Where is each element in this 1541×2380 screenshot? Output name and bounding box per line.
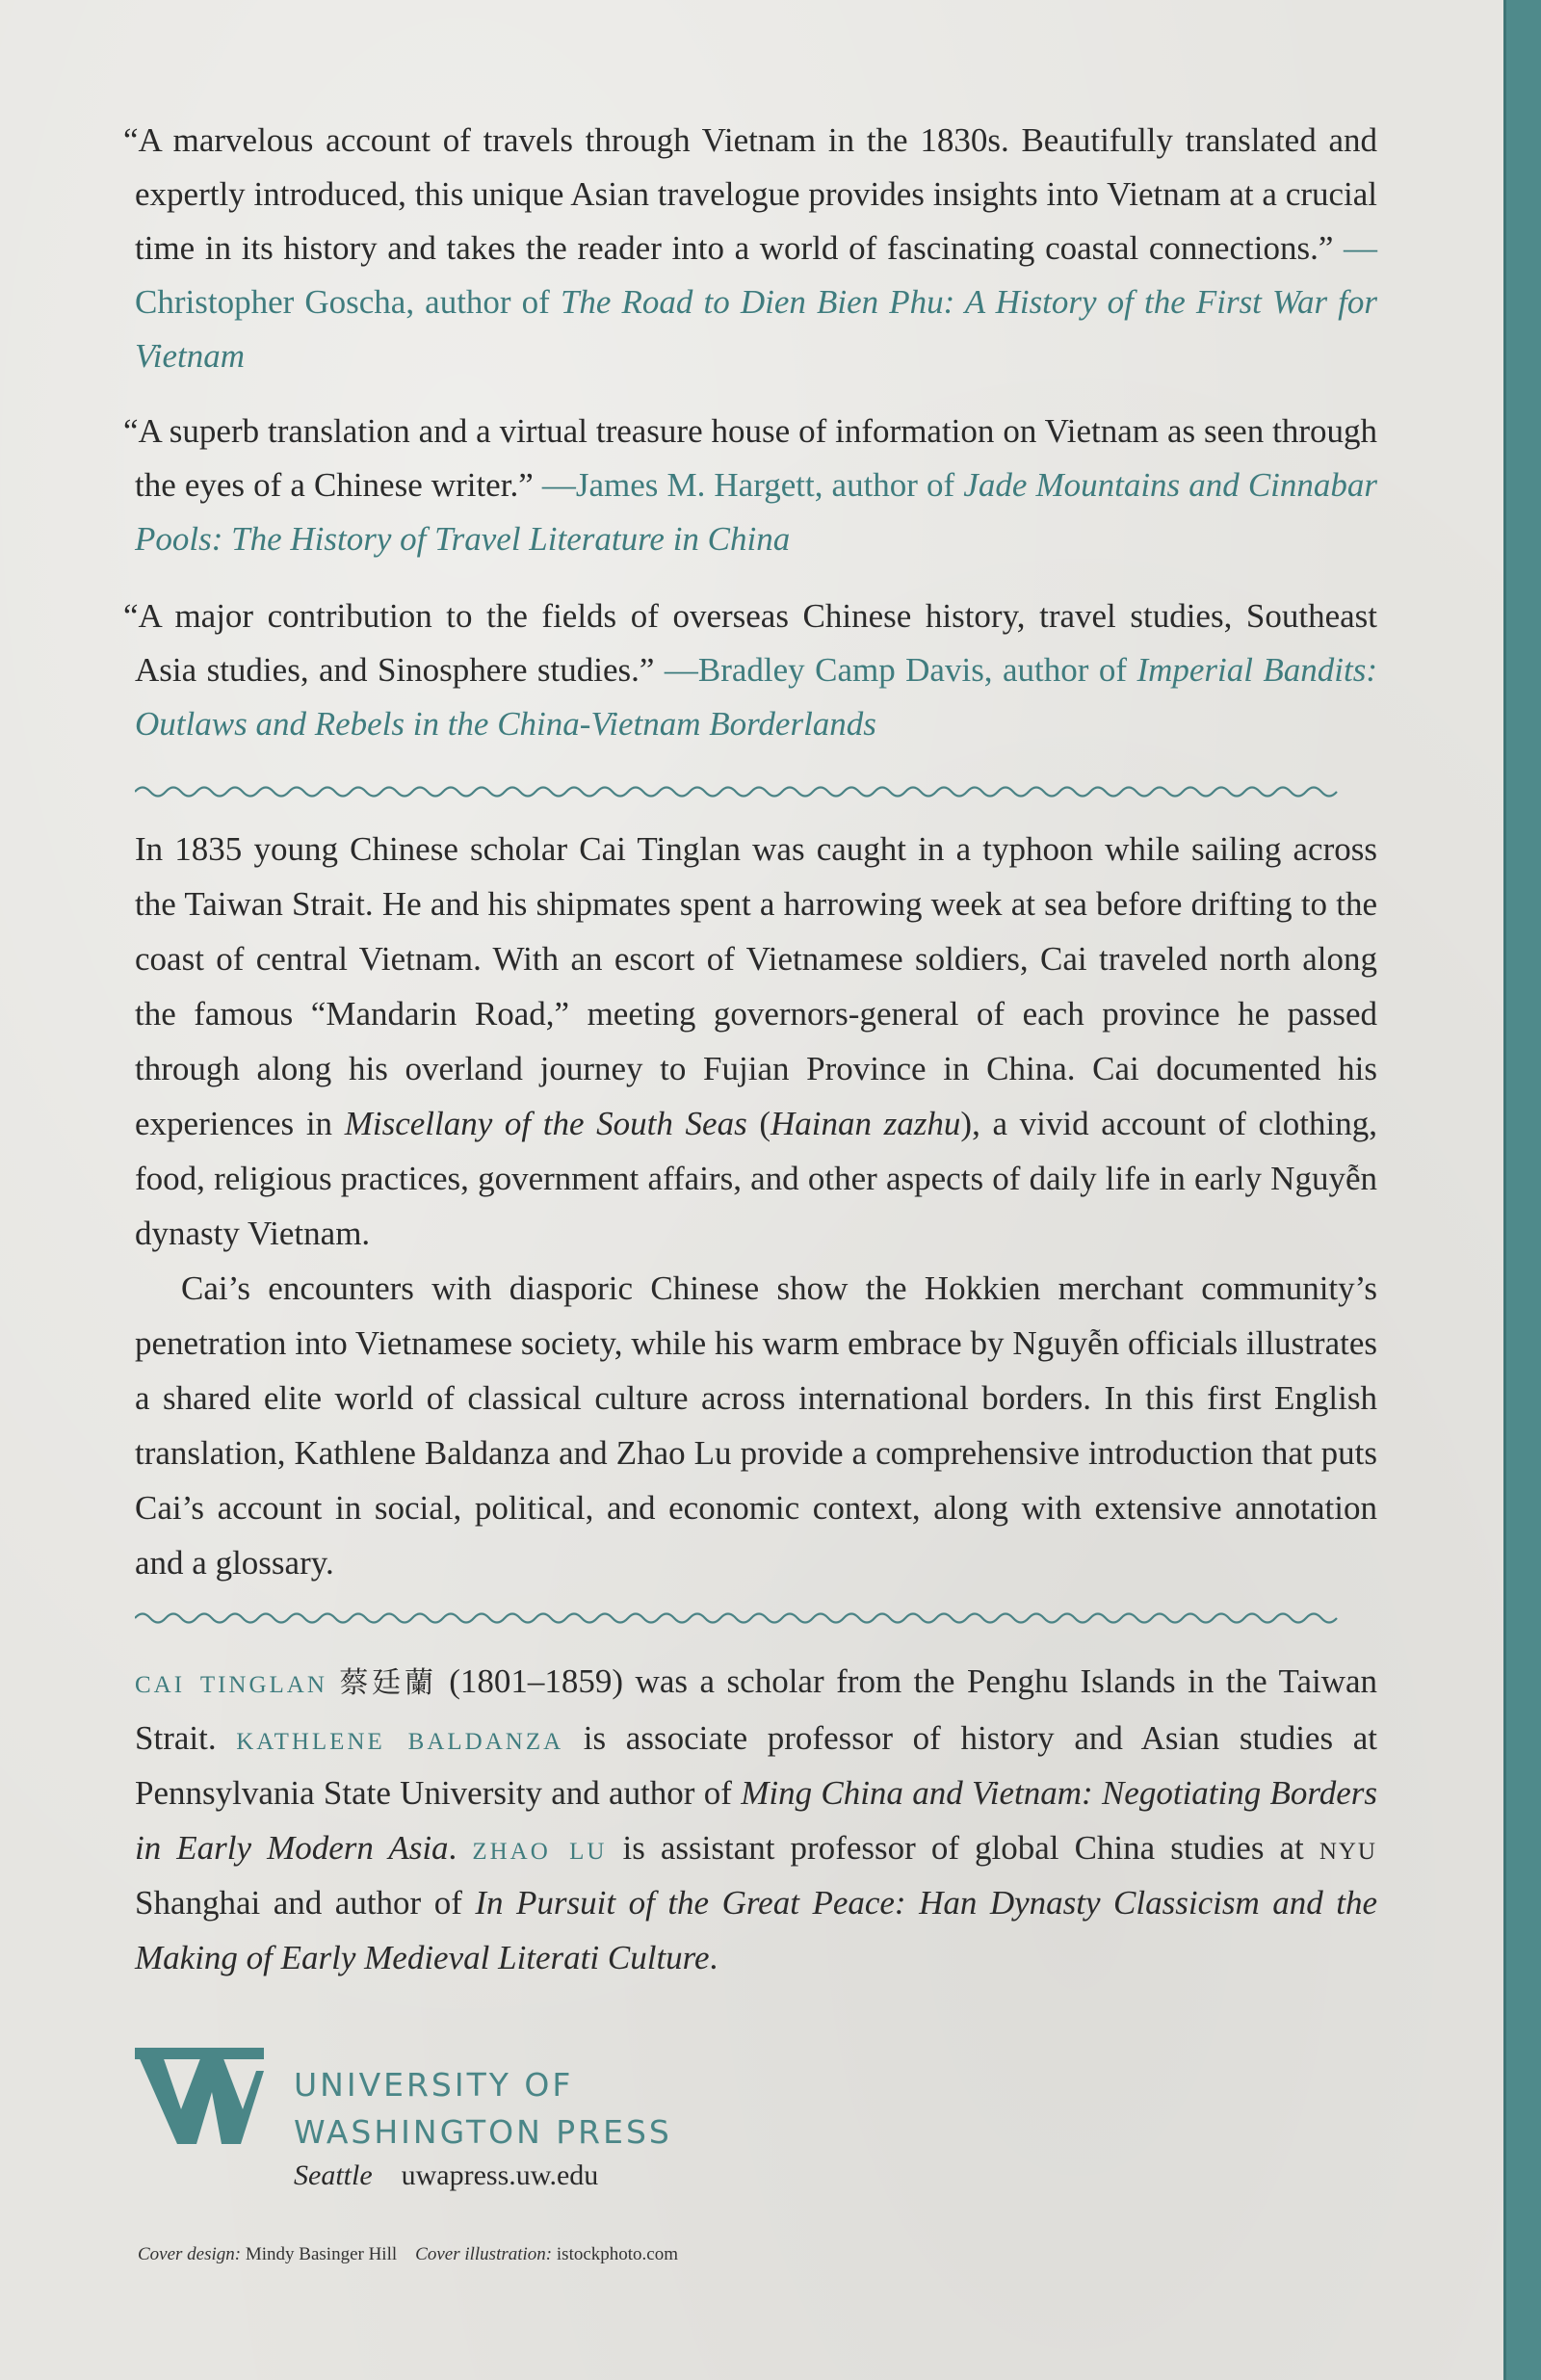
blurb-quote-2: [123, 405, 1378, 566]
blurb-quote-1: [123, 114, 1378, 383]
book-title: Ming China and Vietnam: Negotiating Borders in Early Modern Asia: [135, 1774, 1377, 1867]
author-name: cai tinglan: [135, 1661, 327, 1700]
publisher-city: Seattle: [294, 2159, 373, 2191]
uw-press-w-logo-icon: [135, 2048, 264, 2144]
book-title-original: Hainan zazhu: [770, 1105, 961, 1142]
quote-attribution: —Christopher Goscha, author of The Road to Dien Bien Phu: A History of the First War for Vietnam: [135, 229, 1378, 375]
book-title: Miscellany of the South Seas: [344, 1105, 747, 1142]
book-title: In Pursuit of the Great Peace: Han Dynasty Classicism and the Making of Early Medieval Literati Culture: [135, 1884, 1377, 1976]
author-name-chinese: 蔡廷蘭: [339, 1666, 437, 1700]
publisher-location: [294, 2159, 598, 2192]
blurb-quote-3: [123, 589, 1378, 751]
translator-name: kathlene baldanza: [236, 1718, 564, 1757]
author-bios: cai tinglan 蔡廷蘭 (1801–1859) was a scholar from the Penghu Islands in the Taiwan Strait. kathlene baldanza is associate professor of history and Asian studies at Pennsylvania State University and author of Ming China and Vietnam: Negotiating Borders in Early Modern Asia. zhao lu is assistant professor of global China studies at nyu Shanghai and author of In Pursuit of the Great Peace: Han Dynasty Classicism and the Making of Early Medieval Literati Culture.: [135, 1661, 1378, 1976]
quote-attribution: —Bradley Camp Davis, author of Imperial Bandits: Outlaws and Rebels in the China-Vietnam Borderlands: [135, 651, 1378, 743]
quote-text: “A marvelous account of travels through Vietnam in the 1830s. Beautifully translated and expertly introduced, this unique Asian travelogue provides insights into Vietnam at a crucial time in its history and takes the reader into a world of fascinating coastal connections.”: [123, 121, 1377, 267]
translator-name: zhao lu: [472, 1828, 608, 1867]
quote-text: “A superb translation and a virtual treasure house of information on Vietnam as seen through the eyes of a Chinese writer.”: [123, 412, 1377, 504]
quote-work-title: Imperial Bandits: Outlaws and Rebels in the China-Vietnam Borderlands: [135, 651, 1378, 743]
wave-divider: [135, 1608, 1377, 1628]
description-paragraph-1: In 1835 young Chinese scholar Cai Tinglan was caught in a typhoon while sailing across the Taiwan Strait. He and his shipmates spent a harrowing week at sea before drifting to the coast of central Vietnam. With an escort of Vietnamese soldiers, Cai traveled north along the famous “Mandarin Road,” meeting governors-general of each province he passed through along his overland journey to Fujian Province in China. Cai documented his experiences in Miscellany of the South Seas (Hainan zazhu), a vivid account of clothing, food, religious practices, government affairs, and other aspects of daily life in early Nguyễn dynasty Vietnam.: [135, 830, 1377, 1252]
spine-edge-stripe: [1503, 0, 1541, 2380]
cover-credits: Cover design: Mindy Basinger Hill Cover illustration: istockphoto.com: [138, 2244, 679, 2264]
publisher-url: uwapress.uw.edu: [401, 2159, 599, 2191]
description-paragraph-2: Cai’s encounters with diasporic Chinese show the Hokkien merchant community’s penetration into Vietnamese society, while his warm embrace by Nguyễn officials illustrates a shared elite world of classical culture across international borders. In this first English translation, Kathlene Baldanza and Zhao Lu provide a comprehensive introduction that puts Cai’s account in social, political, and economic context, along with extensive annotation and a glossary.: [135, 1269, 1377, 1582]
book-description: [135, 822, 1377, 1590]
institution-abbrev: nyu: [1319, 1829, 1377, 1867]
quote-attribution: —James M. Hargett, author of Jade Mountains and Cinnabar Pools: The History of Travel Literature in China: [135, 466, 1378, 558]
quote-work-title: The Road to Dien Bien Phu: A History of the First War for Vietnam: [135, 283, 1378, 375]
quote-work-title: Jade Mountains and Cinnabar Pools: The History of Travel Literature in China: [135, 466, 1378, 558]
quote-text: “A major contribution to the fields of overseas Chinese history, travel studies, Southeast Asia studies, and Sinosphere studies.”: [123, 597, 1377, 689]
wave-divider: [135, 782, 1377, 801]
publisher-name: UNIVERSITY OF WASHINGTON PRESS: [294, 2066, 672, 2151]
